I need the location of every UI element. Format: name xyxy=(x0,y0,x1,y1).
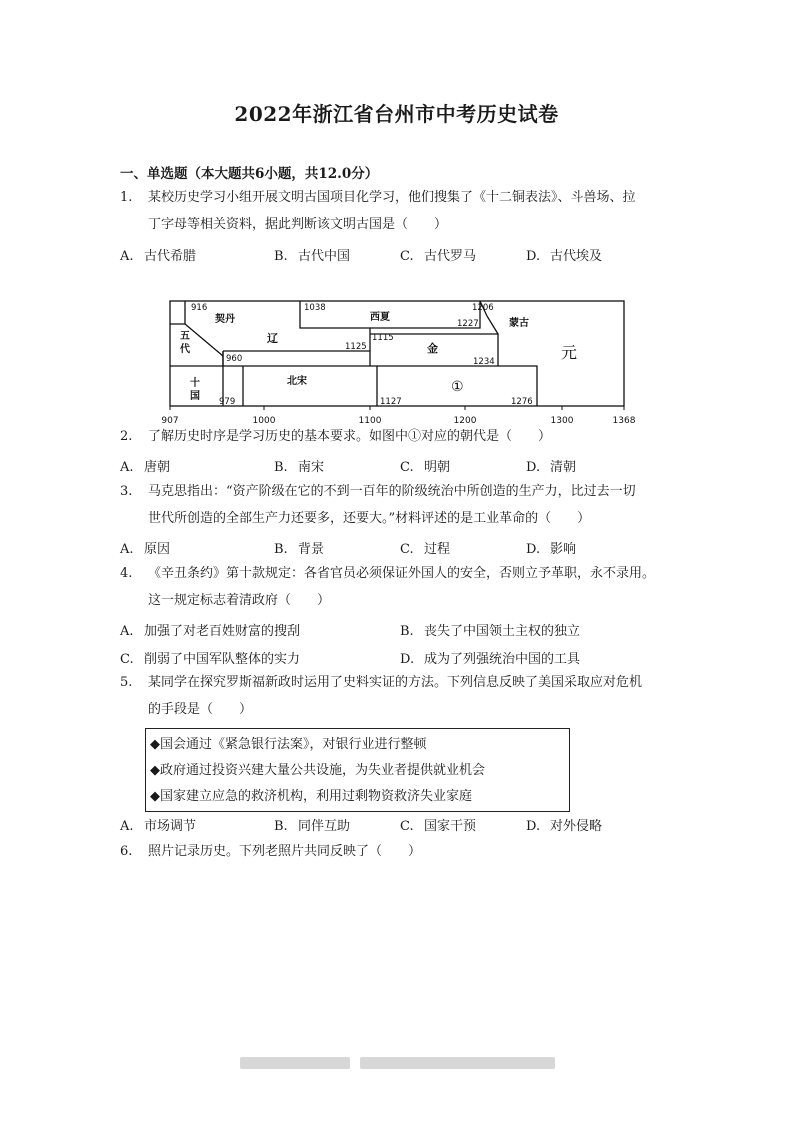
q5-option-c[interactable]: C. 国家干预 xyxy=(400,819,477,834)
q1-option-d[interactable]: D. 古代埃及 xyxy=(526,249,603,264)
q4-option-a[interactable]: A. 加强了对老百姓财富的搜刮 xyxy=(120,624,301,639)
year-label-1206: 1206 xyxy=(472,303,494,313)
dynasty-shiguo: 十国 xyxy=(190,378,200,402)
tick-label-1100: 1100 xyxy=(358,416,382,426)
question-6-line-1: 照片记录历史。下列老照片共同反映了（ ） xyxy=(148,844,422,859)
q2-option-b[interactable]: B. 南宋 xyxy=(274,460,325,475)
dynasty-beisong: 北宋 xyxy=(287,376,307,387)
question-6-number: 6. xyxy=(120,844,133,859)
q1-option-b[interactable]: B. 古代中国 xyxy=(274,249,351,264)
q4-option-d[interactable]: D. 成为了列强统治中国的工具 xyxy=(400,652,581,667)
question-6-text xyxy=(148,838,678,865)
dynasty-unknown-marker: ① xyxy=(451,379,464,395)
q1-option-a[interactable]: A. 古代希腊 xyxy=(120,249,197,264)
question-4-line-1: 《辛丑条约》第十款规定：各省官员必须保证外国人的安全，否则立予革职，永不录用。 xyxy=(148,566,656,581)
boundary-shiguo xyxy=(170,351,223,366)
question-2-number: 2. xyxy=(120,429,133,444)
dynasty-xixia: 西夏 xyxy=(370,312,390,323)
boundary-liao-bottom xyxy=(223,351,370,366)
q5-option-a[interactable]: A. 市场调节 xyxy=(120,819,197,834)
dynasty-khitan: 契丹 xyxy=(215,314,235,325)
question-2-text xyxy=(148,423,678,450)
question-5-text xyxy=(148,669,678,723)
dynasty-timeline-figure xyxy=(155,296,635,431)
question-3-line-2: 世代所创造的全部生产力还要多，还要大。”材料评述的是工业革命的（ ） xyxy=(148,511,591,526)
dynasty-liao: 辽 xyxy=(267,332,278,345)
tick-label-1368: 1368 xyxy=(612,416,635,426)
question-5-line-2: 的手段是（ ） xyxy=(148,702,253,717)
page-title: 2022年浙江省台州市中考历史试卷 xyxy=(234,102,559,126)
q2-option-a[interactable]: A. 唐朝 xyxy=(120,460,171,475)
year-label-916: 916 xyxy=(191,303,208,313)
boundary-wudai-khitan xyxy=(170,301,185,324)
q4-option-c[interactable]: C. 削弱了中国军队整体的实力 xyxy=(120,652,301,667)
question-3-text xyxy=(148,478,678,532)
q3-option-c[interactable]: C. 过程 xyxy=(400,542,451,557)
question-1-line-1: 某校历史学习小组开展文明古国项目化学习，他们搜集了《十二铜表法》、斗兽场、拉 xyxy=(148,190,636,205)
question-3-number: 3. xyxy=(120,484,133,499)
q3-option-d[interactable]: D. 影响 xyxy=(526,542,577,557)
boundary-wudai-liao xyxy=(185,324,223,356)
tick-label-1000: 1000 xyxy=(252,416,276,426)
question-1-line-2: 丁字母等相关资料，据此判断该文明古国是（ ） xyxy=(148,217,448,232)
dynasty-jin: 金 xyxy=(427,342,438,355)
question-5-number: 5. xyxy=(120,675,133,690)
source-material-line-3: ◆国家建立应急的救济机构，利用过剩物资救济失业家庭 xyxy=(150,789,472,804)
year-label-1115: 1115 xyxy=(372,333,394,343)
question-5-line-1: 某同学在探究罗斯福新政时运用了史料实证的方法。下列信息反映了美国采取应对危机 xyxy=(148,675,643,690)
footer-watermark-blur-2 xyxy=(360,1057,555,1069)
q3-option-a[interactable]: A. 原因 xyxy=(120,542,171,557)
question-4-line-2: 这一规定标志着清政府（ ） xyxy=(148,593,331,608)
question-4-number: 4. xyxy=(120,566,133,581)
question-1-number: 1. xyxy=(120,190,133,205)
year-label-1038: 1038 xyxy=(304,303,326,313)
source-material-box xyxy=(145,728,570,812)
question-3-line-1: 马克思指出：“资产阶级在它的不到一百年的阶级统治中所创造的生产力，比过去一切 xyxy=(148,484,636,499)
tick-label-907: 907 xyxy=(161,416,179,426)
question-2-line-1: 了解历史时序是学习历史的基本要求。如图中①对应的朝代是（ ） xyxy=(148,429,552,444)
dynasty-menggu: 蒙古 xyxy=(509,318,529,329)
source-material-line-2: ◆政府通过投资兴建大量公共设施，为失业者提供就业机会 xyxy=(150,763,485,778)
year-label-979: 979 xyxy=(219,397,236,407)
section-heading: 一、单选题（本大题共6小题，共12.0分） xyxy=(120,166,379,182)
dynasty-wudai: 五代 xyxy=(180,331,190,355)
year-label-1234: 1234 xyxy=(473,357,495,367)
q5-option-b[interactable]: B. 同伴互助 xyxy=(274,819,351,834)
question-1-text xyxy=(148,184,678,238)
q3-option-b[interactable]: B. 背景 xyxy=(274,542,325,557)
year-label-960: 960 xyxy=(226,354,243,364)
tick-label-1300: 1300 xyxy=(550,416,574,426)
q1-option-c[interactable]: C. 古代罗马 xyxy=(400,249,477,264)
tick-label-1200: 1200 xyxy=(453,416,477,426)
year-label-1276: 1276 xyxy=(511,397,533,407)
source-material-line-1: ◆国会通过《紧急银行法案》，对银行业进行整顿 xyxy=(150,737,427,752)
footer-watermark-blur-1 xyxy=(240,1057,350,1069)
year-label-1227: 1227 xyxy=(457,319,479,329)
q2-option-d[interactable]: D. 清朝 xyxy=(526,460,577,475)
year-label-1127: 1127 xyxy=(380,397,402,407)
dynasty-yuan: 元 xyxy=(561,343,578,362)
q4-option-b[interactable]: B. 丧失了中国领土主权的独立 xyxy=(400,624,581,639)
year-label-1125: 1125 xyxy=(345,342,367,352)
q2-option-c[interactable]: C. 明朝 xyxy=(400,460,451,475)
q5-option-d[interactable]: D. 对外侵略 xyxy=(526,819,603,834)
question-4-text xyxy=(148,560,678,614)
